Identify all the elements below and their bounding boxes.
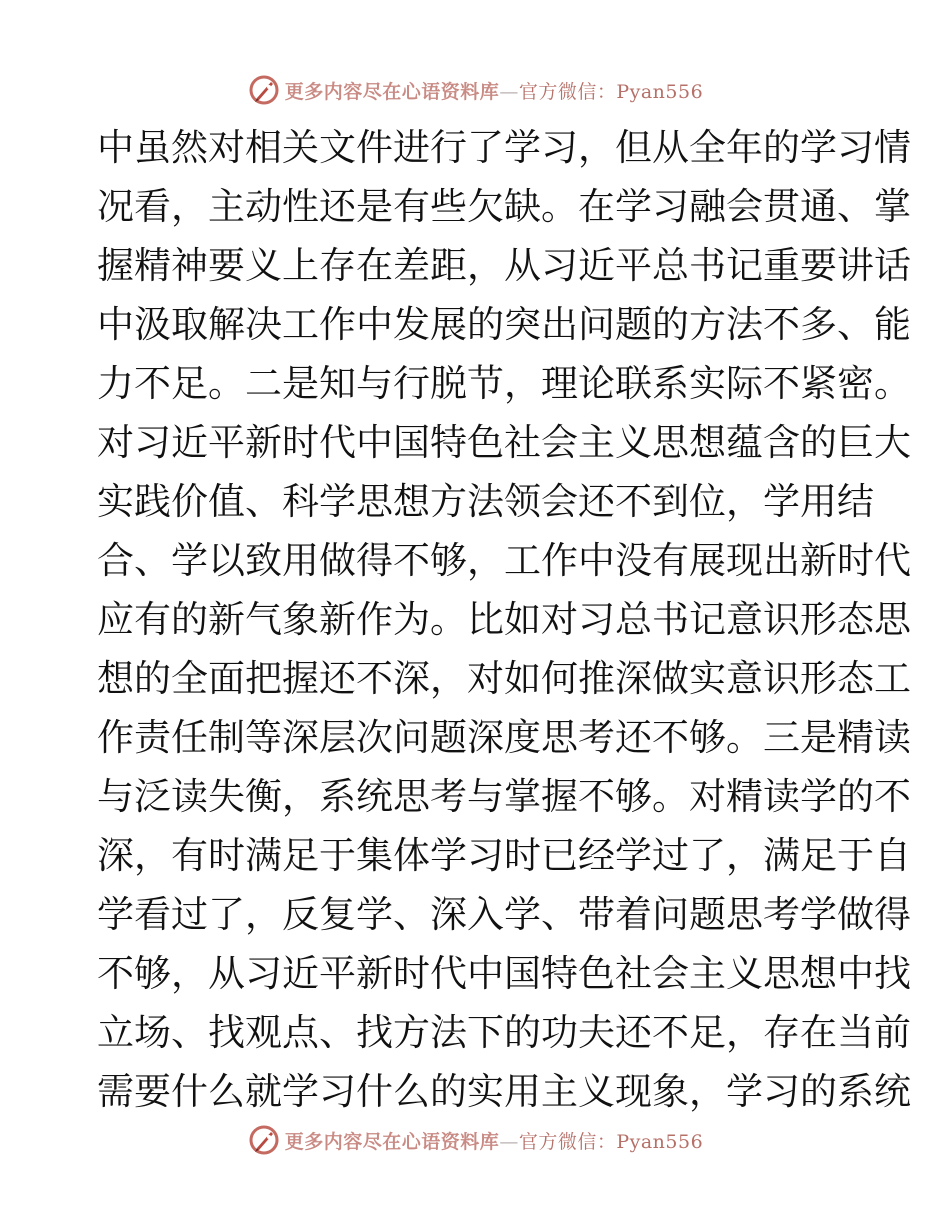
watermark-text (285, 1127, 703, 1154)
document-line: 对习近平新时代中国特色社会主义思想蕴含的巨大 (97, 421, 911, 464)
watermark-wechat-id: Pyan556 (616, 80, 704, 103)
document-line: 力不足。二是知与行脱节，理论联系实际不紧密。 (97, 362, 911, 405)
quill-pen-logo-icon (247, 1123, 281, 1157)
watermark-wechat-id: Pyan556 (616, 1130, 704, 1153)
document-body (97, 118, 911, 1121)
document-line: 作责任制等深层次问题深度思考还不够。三是精读 (97, 716, 911, 759)
document-line: 应有的新气象新作为。比如对习总书记意识形态思 (97, 598, 911, 641)
document-line: 况看，主动性还是有些欠缺。在学习融会贯通、掌 (97, 185, 911, 228)
document-line: 深，有时满足于集体学习时已经学过了，满足于自 (97, 834, 911, 877)
watermark-wechat-label: 官方微信： (518, 1130, 617, 1153)
document-line: 合、学以致用做得不够，工作中没有展现出新时代 (97, 539, 911, 582)
document-line: 立场、找观点、找方法下的功夫还不足，存在当前 (97, 1011, 911, 1054)
watermark-separator: — (499, 1130, 519, 1153)
document-line: 中虽然对相关文件进行了学习，但从全年的学习情 (97, 126, 911, 169)
document-line: 不够，从习近平新时代中国特色社会主义思想中找 (97, 952, 911, 995)
document-line: 中汲取解决工作中发展的突出问题的方法不多、能 (97, 303, 911, 346)
watermark-text (285, 77, 703, 104)
quill-pen-logo-icon (247, 73, 281, 107)
footer-watermark (0, 1120, 950, 1160)
document-line: 学看过了，反复学、深入学、带着问题思考学做得 (97, 893, 911, 936)
document-line: 握精神要义上存在差距，从习近平总书记重要讲话 (97, 244, 911, 287)
document-line: 想的全面把握还不深，对如何推深做实意识形态工 (97, 657, 911, 700)
watermark-wechat-label: 官方微信： (518, 80, 617, 103)
document-line: 实践价值、科学思想方法领会还不到位，学用结 (97, 480, 874, 523)
document-line: 需要什么就学习什么的实用主义现象，学习的系统 (97, 1070, 911, 1113)
document-line: 与泛读失衡，系统思考与掌握不够。对精读学的不 (97, 775, 911, 818)
watermark-separator: — (499, 80, 519, 103)
header-watermark (0, 70, 950, 110)
watermark-brand: 更多内容尽在心语资料库 (284, 1130, 500, 1153)
watermark-brand: 更多内容尽在心语资料库 (284, 80, 500, 103)
